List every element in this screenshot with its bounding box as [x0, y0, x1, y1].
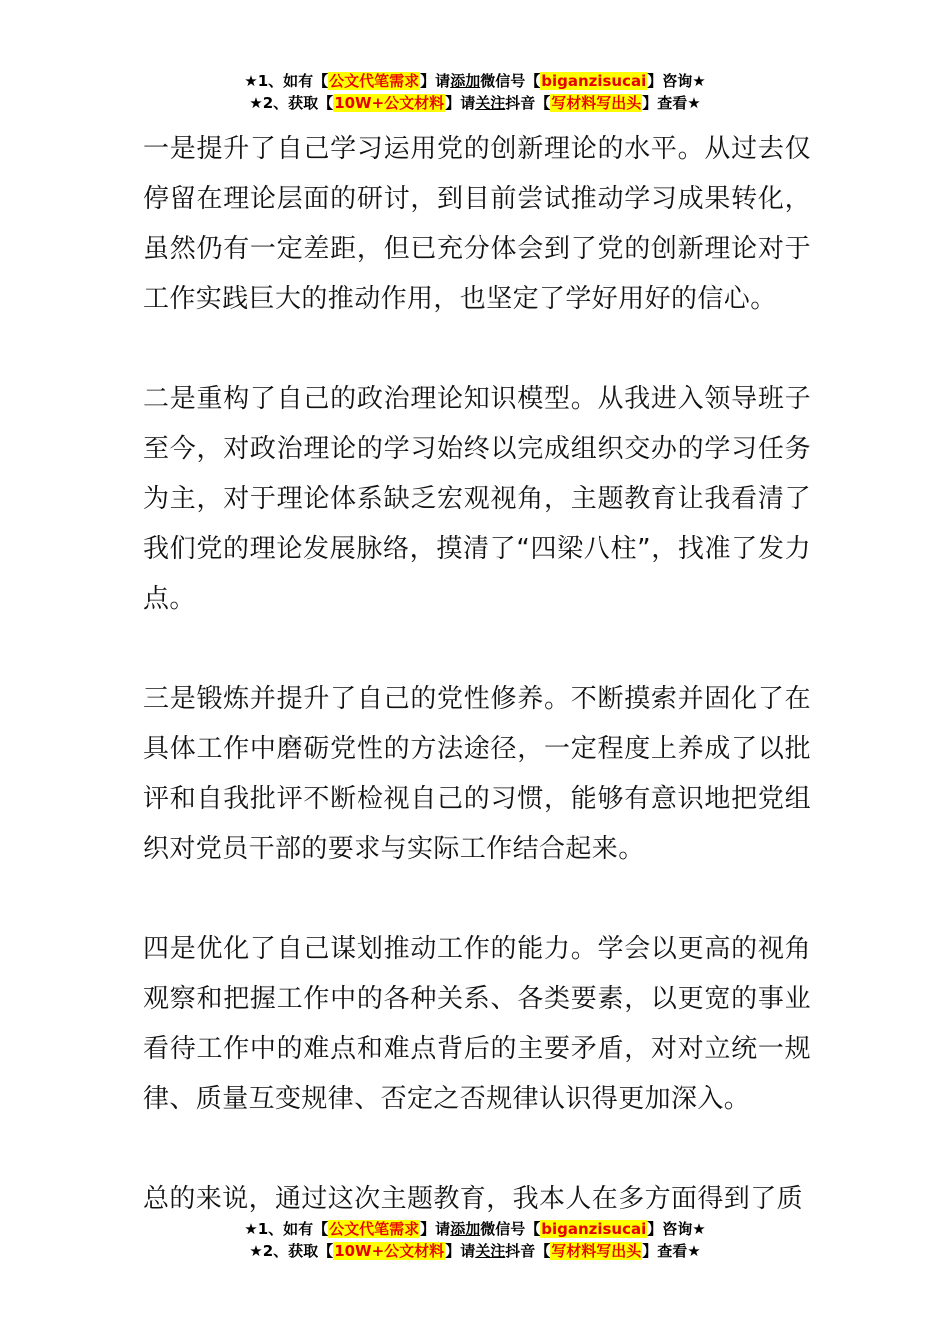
banner-highlight: 10W+公文材料	[334, 1242, 445, 1260]
banner-line-1: ★1、如有【公文代笔需求】请添加微信号【biganzisucai】咨询★	[244, 1220, 706, 1238]
banner-line-2: ★2、获取【10W+公文材料】请关注抖音【写材料写出头】查看★	[249, 94, 701, 112]
banner-highlight: 公文代笔需求	[329, 1220, 420, 1238]
document-body	[143, 124, 811, 1274]
douyin-id-highlight: 写材料写出头	[551, 94, 642, 112]
paragraph-1: 一是提升了自己学习运用党的创新理论的水平。从过去仅停留在理论层面的研讨，到目前尝试推动学习成果转化，虽然仍有一定差距，但已充分体会到了党的创新理论对于工作实践巨大的推动作用，也坚定了学好用好的信心。	[143, 134, 811, 314]
header-banner	[0, 70, 950, 114]
banner-highlight: 10W+公文材料	[334, 94, 445, 112]
footer-banner	[0, 1218, 950, 1262]
douyin-id-highlight: 写材料写出头	[551, 1242, 642, 1260]
banner-line-2: ★2、获取【10W+公文材料】请关注抖音【写材料写出头】查看★	[249, 1242, 701, 1260]
paragraph-5: 总的来说，通过这次主题教育，我本人在多方面得到了质	[143, 1184, 804, 1214]
banner-highlight: 公文代笔需求	[329, 72, 420, 90]
paragraph-3: 三是锻炼并提升了自己的党性修养。不断摸索并固化了在具体工作中磨砺党性的方法途径，一定程度上养成了以批评和自我批评不断检视自己的习惯，能够有意识地把党组织对党员干部的要求与实际工作结合起来。	[143, 684, 811, 864]
banner-line-1: ★1、如有【公文代笔需求】请添加微信号【biganzisucai】咨询★	[244, 72, 706, 90]
wechat-id-highlight: biganzisucai	[541, 72, 647, 90]
paragraph-2: 二是重构了自己的政治理论知识模型。从我进入领导班子至今，对政治理论的学习始终以完成组织交办的学习任务为主，对于理论体系缺乏宏观视角，主题教育让我看清了我们党的理论发展脉络，摸清了“四梁八柱”，找准了发力点。	[143, 384, 811, 614]
wechat-id-highlight: biganzisucai	[541, 1220, 647, 1238]
paragraph-4: 四是优化了自己谋划推动工作的能力。学会以更高的视角观察和把握工作中的各种关系、各类要素，以更宽的事业看待工作中的难点和难点背后的主要矛盾，对对立统一规律、质量互变规律、否定之否规律认识得更加深入。	[143, 934, 811, 1114]
